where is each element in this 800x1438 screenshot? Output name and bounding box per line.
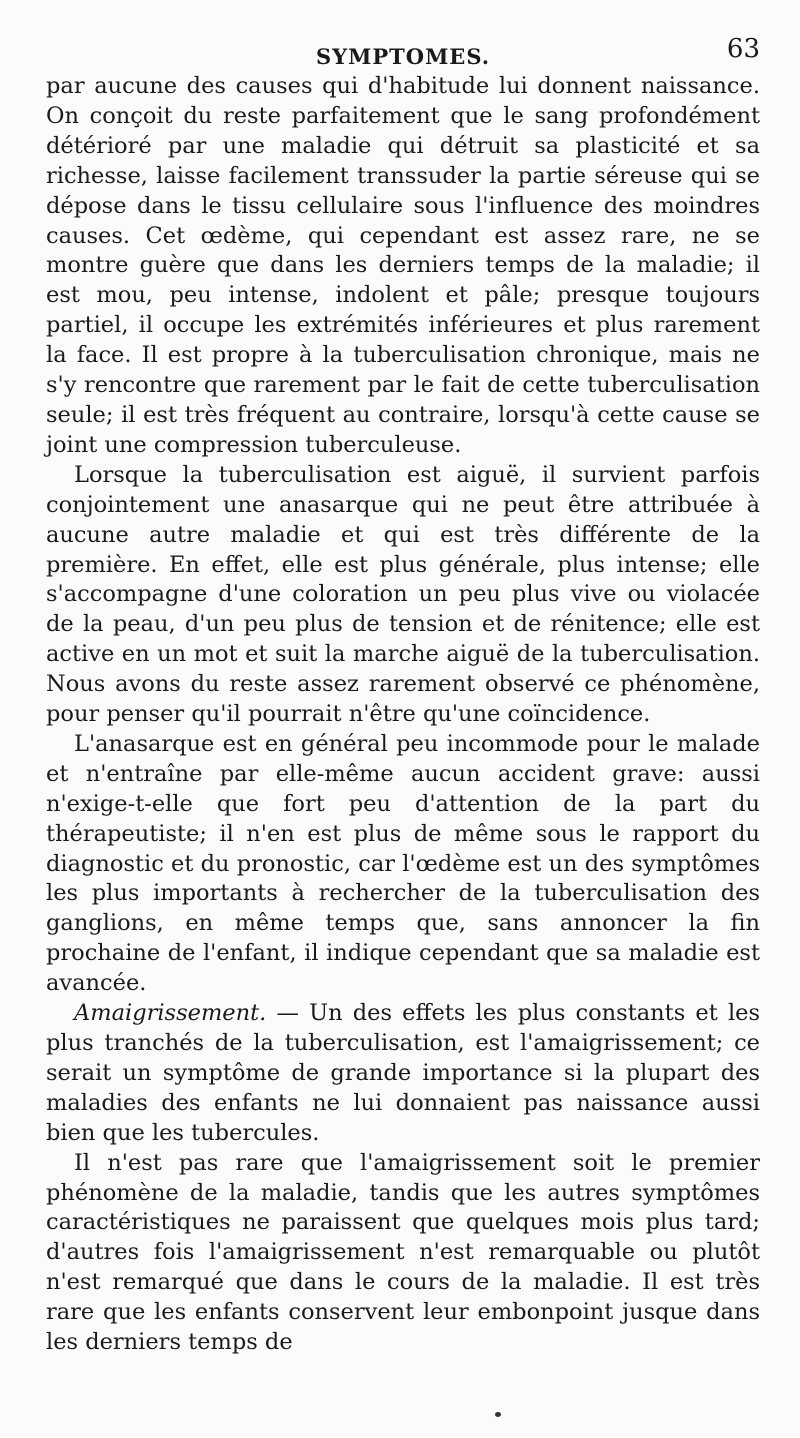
ink-speck — [495, 1412, 501, 1417]
paragraph-text: — Un des effets les plus constants et les plus tranchés de la tuberculisation, est l'amaigrissement; ce serait un symptôme de grande importance si la plupart des maladies des enfants ne lui donnaient pas naissance aussi bien que les tubercules. — [46, 1000, 760, 1146]
running-title: SYMPTOMES. — [315, 44, 491, 69]
page-number: 63 — [726, 34, 760, 64]
paragraph: Il n'est pas rare que l'amaigrissement soit le premier phénomène de la maladie, tandis que les autres symptômes caractéristiques ne paraissent que quelques mois plus tard; d'autres fois l'amaigrissement n'est remarquable ou plutôt n'est remarqué que dans le cours de la maladie. Il est très rare que les enfants conservent leur embonpoint jusque dans les derniers temps de — [46, 1149, 760, 1356]
paragraph: L'anasarque est en général peu incommode pour le malade et n'entraîne par elle-même aucun accident grave: aussi n'exige-t-elle que fort peu d'attention de la part du thérapeutiste; il n'en est plus de même sous le rapport du diagnostic et du pronostic, car l'œdème est un des symptômes les plus importants à rechercher de la tuberculisation des ganglions, en même temps que, sans annoncer la fin prochaine de l'enfant, il indique cependant que sa maladie est avancée. — [46, 730, 760, 997]
paragraph: Lorsque la tuberculisation est aiguë, il survient parfois conjointement une anasarque qui ne peut être attribuée à aucune autre maladie et qui est très différente de la première. En effet, elle est plus générale, plus intense; elle s'accompagne d'une coloration un peu plus vive ou violacée de la peau, d'un peu plus de tension et de rénitence; elle est active en un mot et suit la marche aiguë de la tuberculisation. Nous avons du reste assez rarement observé ce phénomène, pour penser qu'il pourrait n'être qu'une coïncidence. — [46, 461, 760, 728]
paragraph-continued: par aucune des causes qui d'habitude lui donnent naissance. On conçoit du reste parfaitement que le sang profondément détérioré par une maladie qui détruit sa plasticité et sa richesse, laisse facilement transsuder la partie séreuse qui se dépose dans le tissu cellulaire sous l'influence des moindres causes. Cet œdème, qui cependant est assez rare, ne se montre guère que dans les derniers temps de la maladie; il est mou, peu intense, indolent et pâle; presque toujours partiel, il occupe les extrémités inférieures et plus rarement la face. Il est propre à la tuberculisation chronique, mais ne s'y rencontre que rarement par le fait de cette tuberculisation seule; il est très fréquent au contraire, lorsqu'à cette cause se joint une compression tuberculeuse. — [46, 73, 760, 458]
paragraph-amaigrissement — [46, 999, 760, 1149]
body-text — [46, 72, 760, 1358]
page-header — [46, 26, 760, 72]
section-heading: Amaigrissement. — [74, 1000, 267, 1027]
